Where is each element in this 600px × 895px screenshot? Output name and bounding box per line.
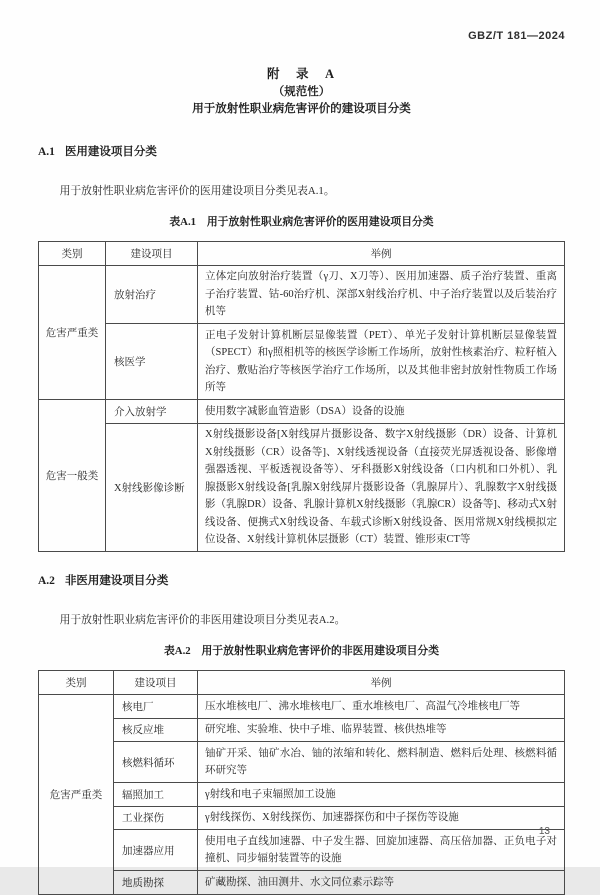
- section-a2-paragraph: 用于放射性职业病危害评价的非医用建设项目分类见表A.2。: [59, 614, 346, 626]
- example-cell: 正电子发射计算机断层显像装置（PET）、单光子发射计算机断层显像装置（SPECT）和γ照相机等的核医学诊断工作场所，放射性核素治疗、粒籽植入治疗、敷贴治疗等核医学治疗工作场所，以及其他非密封放射性物质工作场所等: [198, 324, 565, 400]
- example-cell: γ射线和电子束辐照加工设施: [198, 783, 565, 807]
- appendix-title-block: [38, 66, 565, 119]
- section-a2-title: 非医用建设项目分类: [64, 575, 169, 587]
- project-cell: 介入放射学: [106, 400, 198, 424]
- section-a1: [38, 143, 565, 553]
- column-header: 类别: [39, 671, 114, 695]
- project-cell: 加速器应用: [114, 830, 198, 871]
- example-cell: 矿藏勘探、油田测井、水文同位素示踪等: [198, 871, 565, 895]
- category-cell: 危害一般类: [39, 400, 106, 552]
- project-cell: 放射治疗: [106, 265, 198, 324]
- example-cell: 使用数字减影血管造影（DSA）设备的设施: [198, 400, 565, 424]
- project-cell: 核燃料循环: [114, 742, 198, 783]
- project-cell: 工业探伤: [114, 806, 198, 830]
- section-a2-heading: [38, 572, 565, 588]
- table-row: [39, 324, 565, 400]
- table-row: [39, 806, 565, 830]
- section-a1-paragraph: 用于放射性职业病危害评价的医用建设项目分类见表A.1。: [59, 184, 335, 197]
- project-cell: 核反应堆: [114, 718, 198, 742]
- column-header: 建设项目: [114, 671, 198, 695]
- project-cell: 辐照加工: [114, 783, 198, 807]
- example-cell: 铀矿开采、铀矿水冶、铀的浓缩和转化、燃料制造、燃料后处理、核燃料循环研究等: [198, 742, 565, 783]
- page-number: 13: [538, 826, 550, 837]
- example-cell: X射线摄影设备[X射线屏片摄影设备、数字X射线摄影（DR）设备、计算机X射线摄影（CR）设备等]、X射线透视设备（直接荧光屏透视设备、影像增强器透视、平板透视设备等）、牙科摄影X射线设备（口内机和口外机）、乳腺摄影X射线设备[乳腺X射线屏片摄影设备（乳腺屏片）、乳腺数字X射线摄影（乳腺DR）设备、乳腺计算机X射线摄影（乳腺CR）设备等]、移动式X射线设备、便携式X射线设备、车载式诊断X射线设备、医用常规X射线模拟定位设备、X射线计算机体层摄影（CT）装置、锥形束CT等: [198, 423, 565, 552]
- table-header-row: [39, 671, 565, 695]
- column-header: 建设项目: [106, 241, 198, 265]
- table-a1: [38, 241, 565, 553]
- normative-label: （规范性）: [272, 85, 331, 98]
- table-row: [39, 830, 565, 871]
- project-cell: 核医学: [106, 324, 198, 400]
- annex-label: 附 录 A: [266, 67, 337, 81]
- example-cell: 立体定向放射治疗装置（γ刀、X刀等）、医用加速器、质子治疗装置、重离子治疗装置、钴-60治疗机、深部X射线治疗机、中子治疗装置以及后装治疗机等: [198, 265, 565, 324]
- section-a1-title: 医用建设项目分类: [64, 145, 157, 158]
- column-header: 举例: [198, 671, 565, 695]
- table-header-row: [39, 241, 565, 265]
- table-row: [39, 265, 565, 324]
- table-row: [39, 742, 565, 783]
- doc-number: GBZ/T 181—2024: [468, 30, 565, 42]
- section-a2: [38, 572, 565, 895]
- project-cell: 地质勘探: [114, 871, 198, 895]
- category-cell: 危害严重类: [39, 265, 106, 400]
- section-a2-number: A.2: [38, 575, 55, 587]
- section-a1-heading: [38, 143, 565, 159]
- column-header: 举例: [198, 241, 565, 265]
- example-cell: 研究堆、实验堆、快中子堆、临界装置、核供热堆等: [198, 718, 565, 742]
- table-a1-caption: 表A.1 用于放射性职业病危害评价的医用建设项目分类: [169, 215, 434, 228]
- annex-title: 用于放射性职业病危害评价的建设项目分类: [192, 103, 411, 115]
- table-row: [39, 423, 565, 552]
- table-row: [39, 783, 565, 807]
- column-header: 类别: [39, 241, 106, 265]
- category-cell: 危害严重类: [39, 695, 114, 895]
- table-row: [39, 400, 565, 424]
- table-row: [39, 718, 565, 742]
- example-cell: γ射线探伤、X射线探伤、加速器探伤和中子探伤等设施: [198, 806, 565, 830]
- project-cell: X射线影像诊断: [106, 423, 198, 552]
- table-row: [39, 695, 565, 719]
- section-a1-number: A.1: [38, 145, 55, 158]
- table-a2-caption: 表A.2 用于放射性职业病危害评价的非医用建设项目分类: [163, 645, 440, 657]
- table-row: [39, 871, 565, 895]
- example-cell: 使用电子直线加速器、中子发生器、回旋加速器、高压倍加器、正负电子对撞机、同步辐射装置等的设施: [198, 830, 565, 871]
- table-a2: [38, 670, 565, 895]
- project-cell: 核电厂: [114, 695, 198, 719]
- example-cell: 压水堆核电厂、沸水堆核电厂、重水堆核电厂、高温气冷堆核电厂等: [198, 695, 565, 719]
